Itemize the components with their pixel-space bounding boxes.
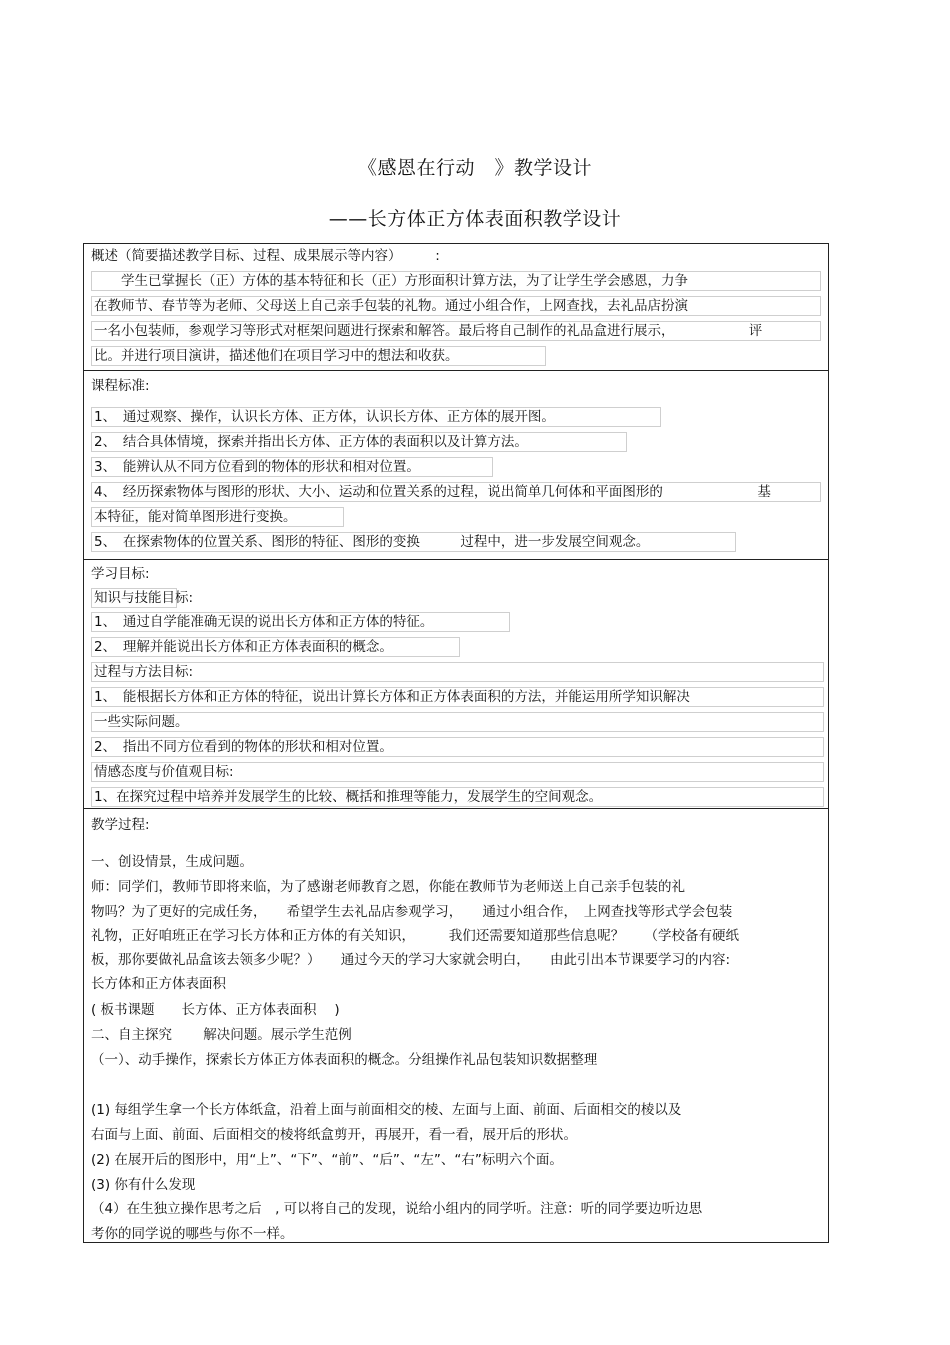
process-goal-item: 1、 能根据长方体和正方体的特征，说出计算长方体和正方体表面积的方法，并能运用所学知识解决 [91, 687, 824, 707]
process-line: 板，那你要做礼品盒该去领多少呢？） 通过今天的学习大家就会明白， 由此引出本节课要学习的内容: [91, 952, 731, 968]
knowledge-heading: 知识与技能目标: [91, 588, 177, 608]
process-line: (3) 你有什么发现 [91, 1177, 196, 1193]
overview-heading: 概述（简要描述教学目标、过程、成果展示等内容） : [91, 248, 440, 264]
overview-section [84, 244, 828, 370]
process-line: 师：同学们，教师节即将来临，为了感谢老师教育之恩，你能在教师节为老师送上自己亲手包装的礼 [91, 879, 685, 895]
process-heading: 教学过程: [91, 817, 150, 833]
process-line: 右面与上面、前面、后面相交的棱将纸盒剪开，再展开，看一看，展开后的形状。 [91, 1127, 577, 1143]
objectives-heading: 学习目标: [91, 566, 150, 582]
overview-line: 比。并进行项目演讲，描述他们在项目学习中的想法和收获。 [91, 346, 546, 366]
standard-item: 2、 结合具体情境，探索并指出长方体、正方体的表面积以及计算方法。 [91, 432, 627, 452]
process-goal-heading: 过程与方法目标: [91, 662, 824, 682]
process-goal-item: 一些实际问题。 [91, 712, 824, 732]
emotion-heading: 情感态度与价值观目标: [91, 762, 824, 782]
process-goal-item: 2、 指出不同方位看到的物体的形状和相对位置。 [91, 737, 824, 757]
process-line: (2) 在展开后的图形中，用“上”、“下”、“前”、“后”、“左”、“右”标明六个面。 [91, 1152, 563, 1168]
emotion-item: 1、在探究过程中培养并发展学生的比较、概括和推理等能力，发展学生的空间观念。 [91, 787, 824, 807]
standard-item: 5、 在探索物体的位置关系、图形的特征、图形的变换 过程中，进一步发展空间观念。 [91, 532, 736, 552]
overview-line: 学生已掌握长（正）方体的基本特征和长（正）方形面积计算方法，为了让学生学会感恩，力争 [91, 271, 821, 291]
standard-item: 1、 通过观察、操作，认识长方体、正方体，认识长方体、正方体的展开图。 [91, 407, 661, 427]
standard-item: 4、 经历探索物体与图形的形状、大小、运动和位置关系的过程，说出简单几何体和平面图形的 基 [91, 482, 821, 502]
overview-line: 在教师节、春节等为老师、父母送上自己亲手包装的礼物。通过小组合作，上网查找，去礼品店扮演 [91, 296, 821, 316]
process-line: 物吗？为了更好的完成任务， 希望学生去礼品店参观学习， 通过小组合作， 上网查找等形式学会包装 [91, 904, 733, 920]
overview-line: 一名小包装师，参观学习等形式对框架问题进行探索和解答。最后将自己制作的礼品盒进行展示， 评 [91, 321, 821, 341]
objectives-section [84, 559, 828, 809]
knowledge-item: 2、 理解并能说出长方体和正方体表面积的概念。 [91, 637, 460, 657]
design-table [83, 243, 829, 1243]
document-subtitle: ——长方体正方体表面积教学设计 [328, 208, 622, 230]
process-line: 考你的同学说的哪些与你不一样。 [91, 1226, 294, 1242]
process-section [84, 808, 828, 1243]
standards-heading: 课程标准: [91, 378, 150, 394]
process-line: 一、创设情景，生成问题。 [91, 854, 253, 870]
process-line: 二、自主探究 解决问题。展示学生范例 [91, 1027, 352, 1043]
standard-item: 3、 能辨认从不同方位看到的物体的形状和相对位置。 [91, 457, 493, 477]
process-line: 礼物，正好咱班正在学习长方体和正方体的有关知识， 我们还需要知道那些信息呢？ （学校备有硬纸 [91, 928, 739, 944]
process-line: (1) 每组学生拿一个长方体纸盒，沿着上面与前面相交的棱、左面与上面、前面、后面相交的棱以及 [91, 1102, 682, 1118]
knowledge-item: 1、 通过自学能准确无误的说出长方体和正方体的特征。 [91, 612, 510, 632]
standard-item: 本特征，能对简单图形进行变换。 [91, 507, 344, 527]
process-line: （4）在生独立操作思考之后 , 可以将自己的发现，说给小组内的同学听。注意：听的同学要边听边思 [91, 1201, 703, 1217]
process-line: 长方体和正方体表面积 [91, 976, 226, 992]
standards-section [84, 370, 828, 560]
document-title: 《感恩在行动 》教学设计 [357, 157, 592, 179]
process-line: ( 板书课题 长方体、正方体表面积 ) [91, 1002, 340, 1018]
process-line: （一）、动手操作，探索长方体正方体表面积的概念。分组操作礼品包装知识数据整理 [91, 1052, 598, 1068]
